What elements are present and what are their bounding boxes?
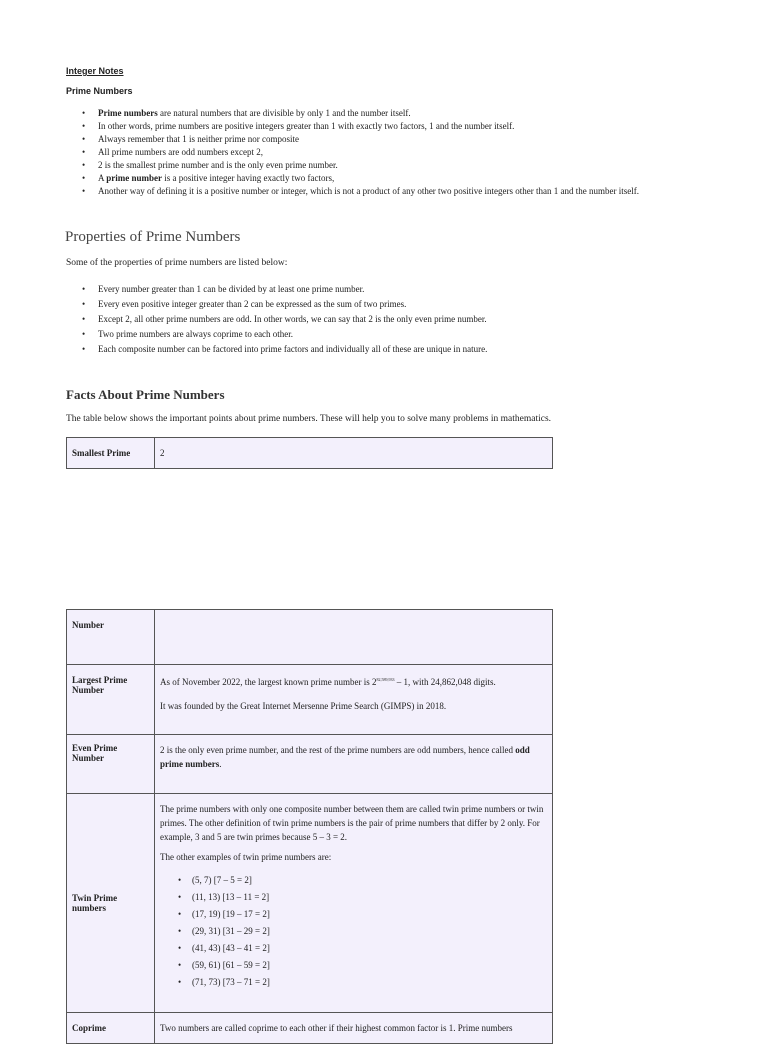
table-row: [67, 1013, 553, 1044]
list-item: • Two prime numbers are always coprime to each other.: [82, 327, 682, 342]
twin-prime-list: [160, 872, 547, 991]
list-item: • Every number greater than 1 can be divided by at least one prime number.: [82, 282, 682, 297]
list-item: • Another way of defining it is a positive number or integer, which is not a product of any other two positive integers other than 1 and the number itself.: [82, 185, 682, 198]
table-key-cell: Coprime: [67, 1013, 155, 1044]
list-item: • (41, 43) [43 – 41 = 2]: [178, 940, 547, 957]
section-title: Prime Numbers: [66, 86, 133, 96]
properties-heading: Properties of Prime Numbers: [65, 229, 241, 245]
list-item: • (59, 61) [61 – 59 = 2]: [178, 957, 547, 974]
list-item: • (29, 31) [31 – 29 = 2]: [178, 923, 547, 940]
table-key-cell: Number: [67, 610, 155, 665]
list-item: • (17, 19) [19 – 17 = 2]: [178, 906, 547, 923]
table-value-cell: As of November 2022, the largest known prime number is 2$^{82,589,933}$ – 1, with 24,862,048 digits. It was founded by the Great Internet Mersenne Prime Search (GIMPS) in 2018.: [155, 665, 553, 735]
intro-list: [82, 107, 682, 198]
list-item: • A prime number is a positive integer having exactly two factors,: [82, 172, 682, 185]
table-value-cell: The prime numbers with only one composite number between them are called twin prime numbers or twin primes. The other definition of twin prime numbers is the pair of prime numbers that differ by 2 only. For example, 3 and 5 are twin primes because 5 – 3 = 2. The other examples of twin prime numbers are: • (5, 7) [7 – 5 = 2] • (11, 13) [13 – 11 = 2] • (17, 19) [19 – 17 = 2] • (29, 31) [31 – 29 = 2] • (41, 43) [43 – 41 = 2] • (59, 61) [61 – 59 = 2] • (71, 73) [73 – 71 = 2]: [155, 794, 553, 1013]
table-row: [67, 794, 553, 1013]
table-row: [67, 735, 553, 794]
list-item: • Always remember that 1 is neither prime nor composite: [82, 133, 682, 146]
table-value-cell: [155, 610, 553, 665]
table-value-cell: 2: [155, 438, 553, 469]
list-item: • 2 is the smallest prime number and is the only even prime number.: [82, 159, 682, 172]
table-key-cell: Twin Prime numbers: [67, 794, 155, 1013]
list-item: • Except 2, all other prime numbers are odd. In other words, we can say that 2 is the only even prime number.: [82, 312, 682, 327]
facts-intro: The table below shows the important points about prime numbers. These will help you to solve many problems in mathematics.: [66, 414, 552, 424]
list-item: • Each composite number can be factored into prime factors and individually all of these are unique in nature.: [82, 342, 682, 357]
properties-list: [82, 282, 682, 357]
table-value-cell: 2 is the only even prime number, and the rest of the prime numbers are odd numbers, hence called odd prime numbers.: [155, 735, 553, 794]
table-key-cell: Largest Prime Number: [67, 665, 155, 735]
table-row: [67, 665, 553, 735]
facts-table: [66, 609, 553, 1044]
table-key-cell: Smallest Prime: [67, 438, 155, 469]
list-item: • Every even positive integer greater than 2 can be expressed as the sum of two primes.: [82, 297, 682, 312]
document-title: Integer Notes: [66, 66, 124, 76]
table-row: [67, 438, 553, 469]
list-item: • (5, 7) [7 – 5 = 2]: [178, 872, 547, 889]
list-item: • (71, 73) [73 – 71 = 2]: [178, 974, 547, 991]
table-key-cell: Even Prime Number: [67, 735, 155, 794]
table-value-cell: Two numbers are called coprime to each other if their highest common factor is 1. Prime numbers: [155, 1013, 553, 1044]
table-row: [67, 610, 553, 665]
facts-heading: Facts About Prime Numbers: [66, 387, 225, 402]
list-item: • Prime numbers are natural numbers that are divisible by only 1 and the number itself.: [82, 107, 682, 120]
list-item: • In other words, prime numbers are positive integers greater than 1 with exactly two factors, 1 and the number itself.: [82, 120, 682, 133]
properties-intro: Some of the properties of prime numbers are listed below:: [66, 258, 288, 268]
smallest-prime-table: [66, 437, 553, 469]
list-item: • All prime numbers are odd numbers except 2,: [82, 146, 682, 159]
list-item: • (11, 13) [13 – 11 = 2]: [178, 889, 547, 906]
